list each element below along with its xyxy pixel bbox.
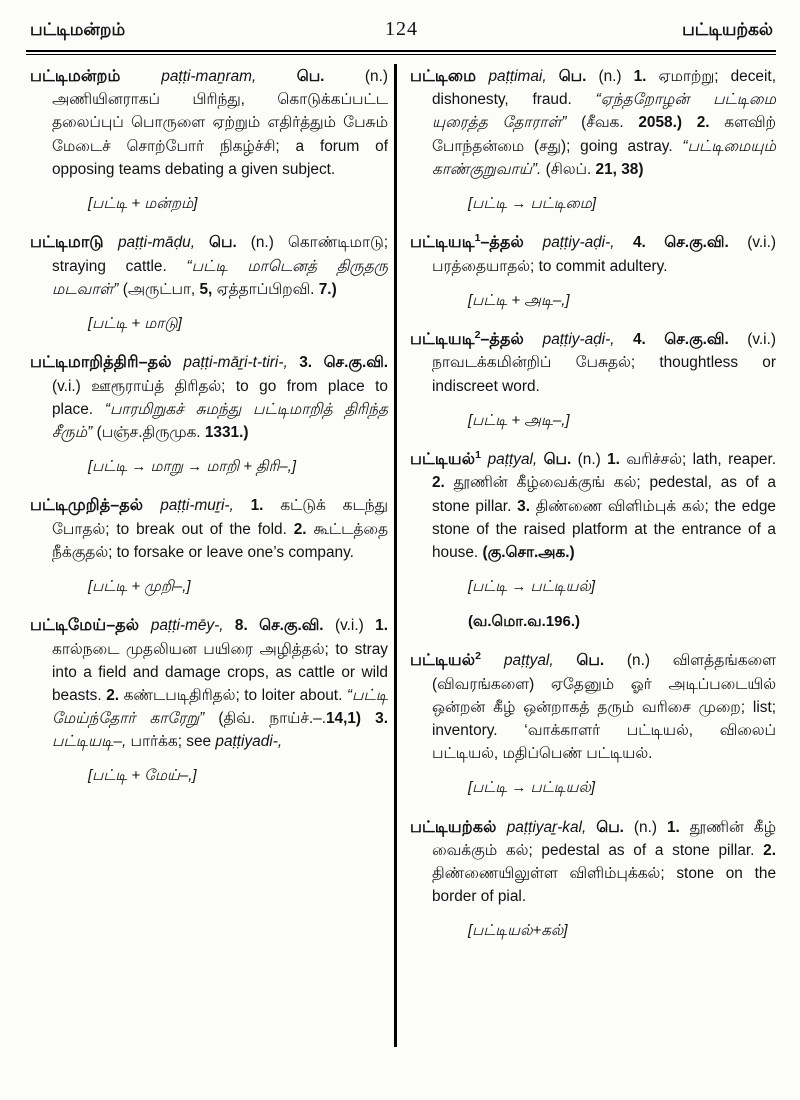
grammar-label: 1. — [607, 451, 627, 469]
headword-superscript: 2 — [474, 329, 481, 342]
definition-text: தூணின் கீழ் வைக்கும் கல்; pedestal as of a stone pillar. — [432, 818, 777, 859]
definition-text: (v.i.) பரத்தையாதல்; to commit adultery. — [432, 234, 776, 275]
grammar-label: 21, 38) — [595, 160, 644, 178]
etymology-line: [பட்டி + மன்றம்] — [88, 194, 198, 212]
etymology-line: [பட்டி + முறி–,] — [88, 577, 191, 595]
dictionary-entry — [30, 613, 388, 785]
headword: பட்டியல் — [410, 450, 476, 469]
transliteration: paṭṭi-māḍu, — [118, 234, 210, 252]
dictionary-entry — [410, 230, 776, 310]
etymology-line: [பட்டி → பட்டிமை] — [468, 194, 597, 212]
definition-text: திண்ணை விளிம்புக் கல்; the edge stone of the raised platform at the entrance of a house. — [432, 497, 776, 561]
entry-body — [410, 815, 776, 909]
grammar-label: பெ. — [543, 451, 578, 469]
headword-superscript: 1 — [475, 449, 481, 462]
grammar-label: 5, — [199, 280, 217, 298]
grammar-label: பெ. — [558, 68, 599, 85]
entry-body — [30, 350, 388, 444]
grammar-label: 2. — [763, 841, 776, 859]
entry-body — [30, 493, 388, 564]
definition-text: ஏத்தாப்பிறவி. — [216, 280, 319, 298]
definition-text: (v.i.) ஊரூராய்த் திரிதல்; to go from place to place. — [52, 377, 388, 418]
left-column — [30, 64, 388, 1072]
header-rule — [26, 50, 776, 55]
headword: பட்டியல் — [410, 651, 476, 670]
grammar-label: 1. — [666, 818, 690, 836]
definition-text: பார்க்க; see — [130, 733, 216, 751]
dictionary-entry — [30, 64, 388, 213]
definition-text: (சிலப். — [545, 160, 596, 178]
definition-text: தூணின் கீழ்வைக்குங் கல்; pedestal, as of a stone pillar. — [432, 474, 776, 515]
transliteration: paṭṭi-mēy-, — [150, 617, 235, 635]
headword: பட்டிமை — [410, 67, 489, 85]
definition-text: (v.i.) நாவடக்கமின்றிப் பேசுதல்; thoughtless or indiscreet word. — [432, 331, 776, 395]
citation-quote: “பாரமிறுகச் சுமந்து பட்டிமாறித் திரிந்த சீரும்” — [52, 400, 388, 441]
transliteration: paṭṭiy-aḍi-, — [542, 234, 633, 252]
etymology-line: [பட்டி + அடி–,] — [468, 411, 570, 429]
definition-text: கூட்டத்தை நீக்குதல்; to forsake or leave one’s company. — [52, 520, 388, 561]
guide-word-left: பட்டிமன்றம் — [30, 20, 126, 39]
etymology-line: [பட்டி + மாடு] — [88, 314, 182, 332]
definition-text: (n.) — [598, 68, 634, 85]
definition-text: களவிற் போந்தன்மை (சது); going astray. — [432, 114, 776, 155]
grammar-label: 3. — [517, 497, 536, 515]
grammar-label: பெ. — [209, 234, 251, 252]
definition-text: (திவ். நாய்ச்.–. — [204, 710, 326, 728]
definition-text: (n.) கொண்டிமாடு; straying cattle. — [52, 234, 388, 275]
dictionary-entry — [410, 648, 776, 797]
grammar-label: பெ. — [576, 652, 627, 670]
dictionary-entry — [410, 447, 776, 632]
grammar-label: 2. — [106, 686, 124, 704]
dictionary-entry — [30, 493, 388, 596]
transliteration: paṭṭiyadi-, — [215, 733, 283, 751]
definition-text: (அருட்பா, — [118, 280, 200, 298]
headword — [481, 651, 504, 669]
entry-body — [30, 64, 388, 181]
grammar-label: 1. — [633, 68, 659, 85]
entry-body — [30, 230, 388, 301]
headword: –த்தல் — [480, 330, 543, 349]
headword-superscript: 2 — [475, 650, 481, 663]
entry-body — [410, 327, 776, 398]
entry-body — [30, 613, 388, 753]
entry-body — [410, 64, 776, 181]
transliteration: paṭṭi-māṟi-t-tiri-, — [183, 354, 300, 372]
dictionary-entry — [410, 815, 776, 941]
transliteration: paṭṭi-muṟi-, — [160, 497, 251, 515]
grammar-label: 1. — [250, 497, 281, 515]
page-header — [30, 18, 773, 46]
etymology-line: [பட்டியல்+கல்] — [468, 922, 568, 940]
grammar-label: 4. செ.கு.வி. — [632, 234, 748, 252]
dictionary-entry — [30, 350, 388, 476]
citation-quote: “பட்டி மாடெனத் திருதரு மடவாள்” — [52, 257, 388, 298]
etymology-line: [பட்டி → பட்டியல்] — [468, 779, 596, 797]
headword-superscript: 1 — [474, 232, 481, 245]
grammar-label: 2. — [293, 520, 314, 538]
headword: பட்டியடி — [410, 233, 475, 252]
grammar-label: 7.) — [318, 280, 337, 298]
entry-body — [410, 447, 776, 564]
grammar-label: பெ. — [296, 68, 365, 85]
grammar-label: 3. செ.கு.வி. — [299, 354, 389, 372]
dictionary-entry — [410, 64, 776, 213]
guide-word-right: பட்டியற்கல் — [682, 20, 773, 39]
definition-text: வரிச்சல்; lath, reaper. — [626, 451, 776, 469]
definition-text: ஏமாற்று; deceit, dishonesty, fraud. — [432, 68, 776, 109]
definition-text: (n.) — [633, 818, 667, 836]
grammar-label: 4. செ.கு.வி. — [632, 331, 748, 349]
transliteration: paṭṭyal, — [504, 652, 577, 670]
citation-quote: “பட்டி மேய்ந்தோர் காரேறு” — [52, 686, 388, 728]
grammar-label: 1331.) — [204, 423, 249, 441]
right-column — [410, 64, 776, 1072]
transliteration: paṭṭimai, — [488, 68, 559, 85]
grammar-label: 14,1) 3. — [325, 710, 388, 728]
headword: பட்டியற்கல் — [410, 817, 507, 836]
citation-quote: பட்டியடி–, — [52, 733, 131, 751]
definition-text: (n.) — [577, 451, 608, 469]
grammar-label: 2. — [432, 474, 454, 492]
citation-quote: “பட்டிமையும் காண்குறுவாய்”. — [432, 137, 776, 178]
etymology-line: [பட்டி + மேய்–,] — [88, 767, 197, 785]
headword: –த்தல் — [480, 233, 543, 252]
citation-quote: “ஏந்தறோழன் பட்டிமை யுரைத்த தோராள்” — [432, 91, 777, 132]
transliteration: paṭṭiy-aḍi-, — [542, 331, 633, 349]
transliteration: paṭṭyal, — [487, 451, 544, 469]
transliteration: paṭṭi-maṉram, — [161, 68, 297, 85]
grammar-label: 1. — [375, 617, 388, 635]
definition-text: (v.i.) — [334, 617, 376, 635]
headword: பட்டிமாடு — [30, 233, 118, 252]
headword: பட்டிமேய்–தல் — [30, 616, 151, 635]
definition-text: (சீவக. — [566, 114, 639, 132]
dictionary-entry — [30, 230, 388, 333]
headword: பட்டியடி — [410, 330, 475, 349]
etymology-line: [பட்டி + அடி–,] — [468, 291, 570, 309]
grammar-label: (கு.சொ.அக.) — [482, 543, 575, 561]
reference-note: (வ.மொ.வ.196.) — [468, 613, 580, 631]
entry-body — [410, 648, 776, 765]
definition-text: (n.) அணியினராகப் பிரிந்து, கொடுக்கப்பட்ட தலைப்புப் பொருளை ஏற்றும் எதிர்த்தும் பேசும் மேடைச் சொற்போர் நிகழ்ச்சி; a forum of opposing teams debating a given subject. — [52, 68, 389, 178]
etymology-line: [பட்டி → மாறு → மாறி + திரி–,] — [88, 457, 296, 475]
definition-text: கண்டபடிதிரிதல்; to loiter about. — [123, 686, 347, 704]
transliteration: paṭṭiyaṟ-kal, — [506, 818, 597, 836]
headword: பட்டிமன்றம் — [30, 67, 162, 85]
column-divider — [394, 64, 397, 1047]
grammar-label: 2058.) 2. — [638, 114, 725, 132]
definition-text: கால்நடை முதலியன பயிரை அழித்தல்; to stray into a field and damage crops, as cattle or wild beasts. — [52, 640, 388, 704]
definition-text: (n.) விளத்தங்களை (விவரங்களை) ஏதேனும் ஓர் அடிப்படையில் ஒன்றன் கீழ் ஒன்றாகத் தரும் வரிசை முறை; list; inventory. ‘வாக்காளர் பட்டியல், விலைப் பட்டியல், மதிப்பெண் பட்டியல். — [432, 652, 777, 763]
headword: பட்டிமாறித்திரி–தல் — [30, 353, 184, 372]
dictionary-entry — [410, 327, 776, 430]
definition-text: திண்ணையிலுள்ள விளிம்புக்கல்; stone on the border of pial. — [432, 865, 776, 906]
columns-container — [30, 64, 776, 1072]
definition-text: கட்டுக் கடந்து போதல்; to break out of the fold. — [52, 497, 388, 538]
grammar-label: பெ. — [596, 818, 634, 836]
headword — [481, 450, 488, 468]
etymology-line: [பட்டி → பட்டியல்] — [468, 577, 596, 595]
definition-text: (பஞ்ச.திருமுக. — [92, 423, 205, 441]
page-number: 124 — [385, 18, 418, 40]
headword: பட்டிமுறித்–தல் — [30, 496, 161, 515]
grammar-label: 8. செ.கு.வி. — [234, 617, 335, 635]
entry-body — [410, 230, 776, 277]
